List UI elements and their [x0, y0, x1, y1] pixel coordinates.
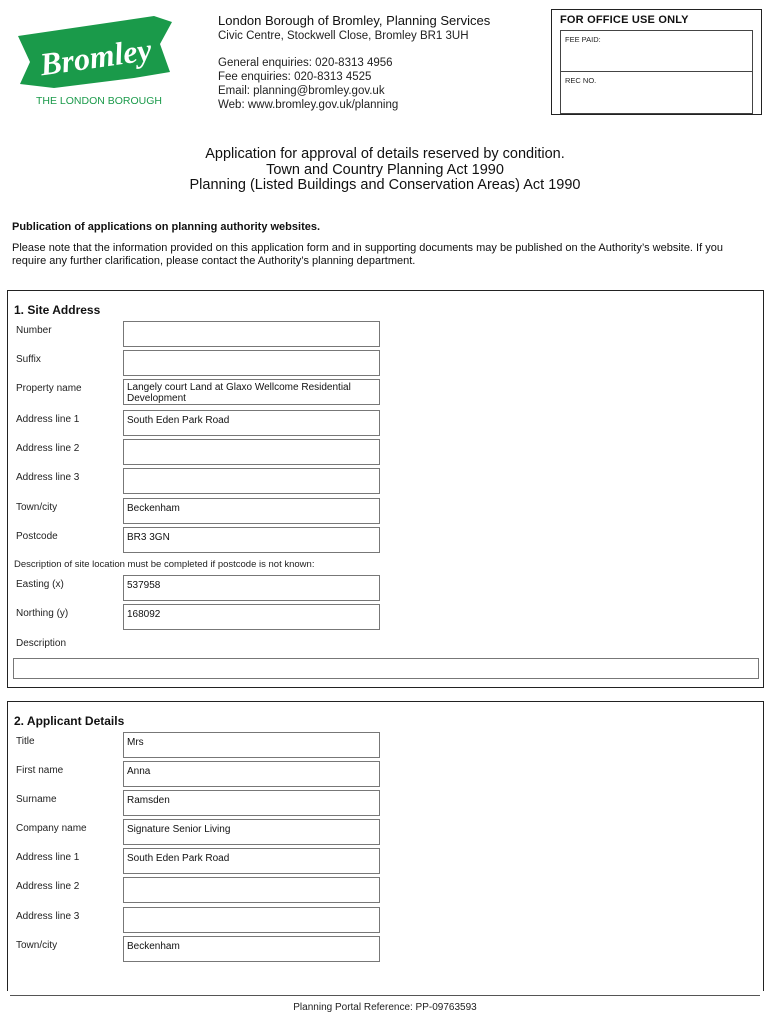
surname-field[interactable]: Ramsden — [123, 790, 380, 816]
field-label: Address line 3 — [16, 911, 80, 922]
site-address-section — [7, 290, 764, 688]
field-label: Town/city — [16, 502, 58, 513]
title-field[interactable]: Mrs — [123, 732, 380, 758]
publication-heading: Publication of applications on planning authority websites. — [12, 221, 321, 233]
field-label: Address line 3 — [16, 472, 80, 483]
rec-no-label: REC NO. — [565, 76, 597, 85]
section-title: 1. Site Address — [14, 303, 101, 317]
field-label: Address line 2 — [16, 881, 80, 892]
field-label: First name — [16, 765, 64, 776]
applicant-row-company — [8, 819, 763, 845]
applicant-row-title — [8, 732, 763, 758]
applicant-row-address1 — [8, 848, 763, 874]
field-label: Title — [16, 736, 35, 747]
field-label: Postcode — [16, 531, 58, 542]
applicant-row-address2 — [8, 877, 763, 903]
site-row-easting — [8, 575, 763, 601]
field-label: Number — [16, 325, 52, 336]
website: Web: www.bromley.gov.uk/planning — [218, 99, 399, 111]
general-enquiries: General enquiries: 020-8313 4956 — [218, 57, 393, 69]
form-titles — [0, 147, 770, 194]
applicant-row-address3 — [8, 907, 763, 933]
northing-field[interactable]: 168092 — [123, 604, 380, 630]
field-label: Easting (x) — [16, 579, 64, 590]
form-title-line1: Application for approval of details reserved by condition. — [205, 146, 565, 162]
site-row-town — [8, 498, 763, 524]
fee-enquiries: Fee enquiries: 020-8313 4525 — [218, 71, 372, 83]
applicant-row-first-name — [8, 761, 763, 787]
postcode-field[interactable]: BR3 3GN — [123, 527, 380, 553]
first-name-field[interactable]: Anna — [123, 761, 380, 787]
rec-no-field[interactable] — [560, 72, 753, 114]
address-line-3-field[interactable] — [123, 468, 380, 494]
field-label: Suffix — [16, 354, 41, 365]
bromley-logo — [14, 14, 174, 110]
easting-field[interactable]: 537958 — [123, 575, 380, 601]
form-title-line3: Planning (Listed Buildings and Conservation Areas) Act 1990 — [189, 177, 581, 193]
applicant-row-town — [8, 936, 763, 962]
property-name-field[interactable]: Langely court Land at Glaxo Wellcome Residential Development — [123, 379, 380, 405]
logo-subtitle: THE LONDON BOROUGH — [36, 95, 163, 107]
suffix-field[interactable] — [123, 350, 380, 376]
site-row-postcode — [8, 527, 763, 553]
site-row-address3 — [8, 468, 763, 494]
site-row-number — [8, 321, 763, 347]
section-title: 2. Applicant Details — [14, 714, 125, 728]
description-label: Description — [16, 638, 67, 649]
org-address: Civic Centre, Stockwell Close, Bromley BR1 3UH — [218, 30, 469, 42]
field-label: Company name — [16, 823, 87, 834]
address-line-1-field[interactable]: South Eden Park Road — [123, 410, 380, 436]
description-field[interactable] — [13, 658, 759, 679]
address-line-2-field[interactable] — [123, 439, 380, 465]
site-row-northing — [8, 604, 763, 630]
fee-paid-label: FEE PAID: — [565, 35, 601, 44]
office-use-box — [551, 9, 762, 115]
field-label: Town/city — [16, 940, 58, 951]
field-label: Address line 1 — [16, 852, 80, 863]
contact-block — [218, 14, 490, 112]
town-city-field[interactable]: Beckenham — [123, 498, 380, 524]
office-use-title: FOR OFFICE USE ONLY — [560, 14, 689, 26]
site-row-property-name — [8, 379, 763, 405]
address-line-3-field[interactable] — [123, 907, 380, 933]
site-row-address1 — [8, 410, 763, 436]
logo-wordmark: Bromley — [37, 31, 154, 83]
address-line-1-field[interactable]: South Eden Park Road — [123, 848, 380, 874]
site-row-address2 — [8, 439, 763, 465]
site-row-suffix — [8, 350, 763, 376]
address-line-2-field[interactable] — [123, 877, 380, 903]
field-label: Address line 1 — [16, 414, 80, 425]
town-city-field[interactable]: Beckenham — [123, 936, 380, 962]
field-label: Northing (y) — [16, 608, 69, 619]
number-field[interactable] — [123, 321, 380, 347]
portal-reference: Planning Portal Reference: PP-09763593 — [293, 1002, 477, 1013]
publication-text: Please note that the information provided on this application form and in supporting documents may be published on the Authority’s website. If you require any further clarification, please contact the Authority’s planning department. — [12, 242, 723, 267]
applicant-details-section — [7, 701, 764, 991]
email-address: Email: planning@bromley.gov.uk — [218, 85, 385, 97]
org-name: London Borough of Bromley, Planning Services — [218, 13, 491, 28]
form-title-line2: Town and Country Planning Act 1990 — [266, 161, 504, 178]
company-name-field[interactable]: Signature Senior Living — [123, 819, 380, 845]
fee-paid-field[interactable] — [560, 30, 753, 72]
field-label: Address line 2 — [16, 443, 80, 454]
field-label: Property name — [16, 383, 82, 394]
field-label: Surname — [16, 794, 57, 805]
applicant-row-surname — [8, 790, 763, 816]
site-location-note: Description of site location must be completed if postcode is not known: — [14, 559, 315, 570]
footer-divider — [10, 995, 760, 996]
